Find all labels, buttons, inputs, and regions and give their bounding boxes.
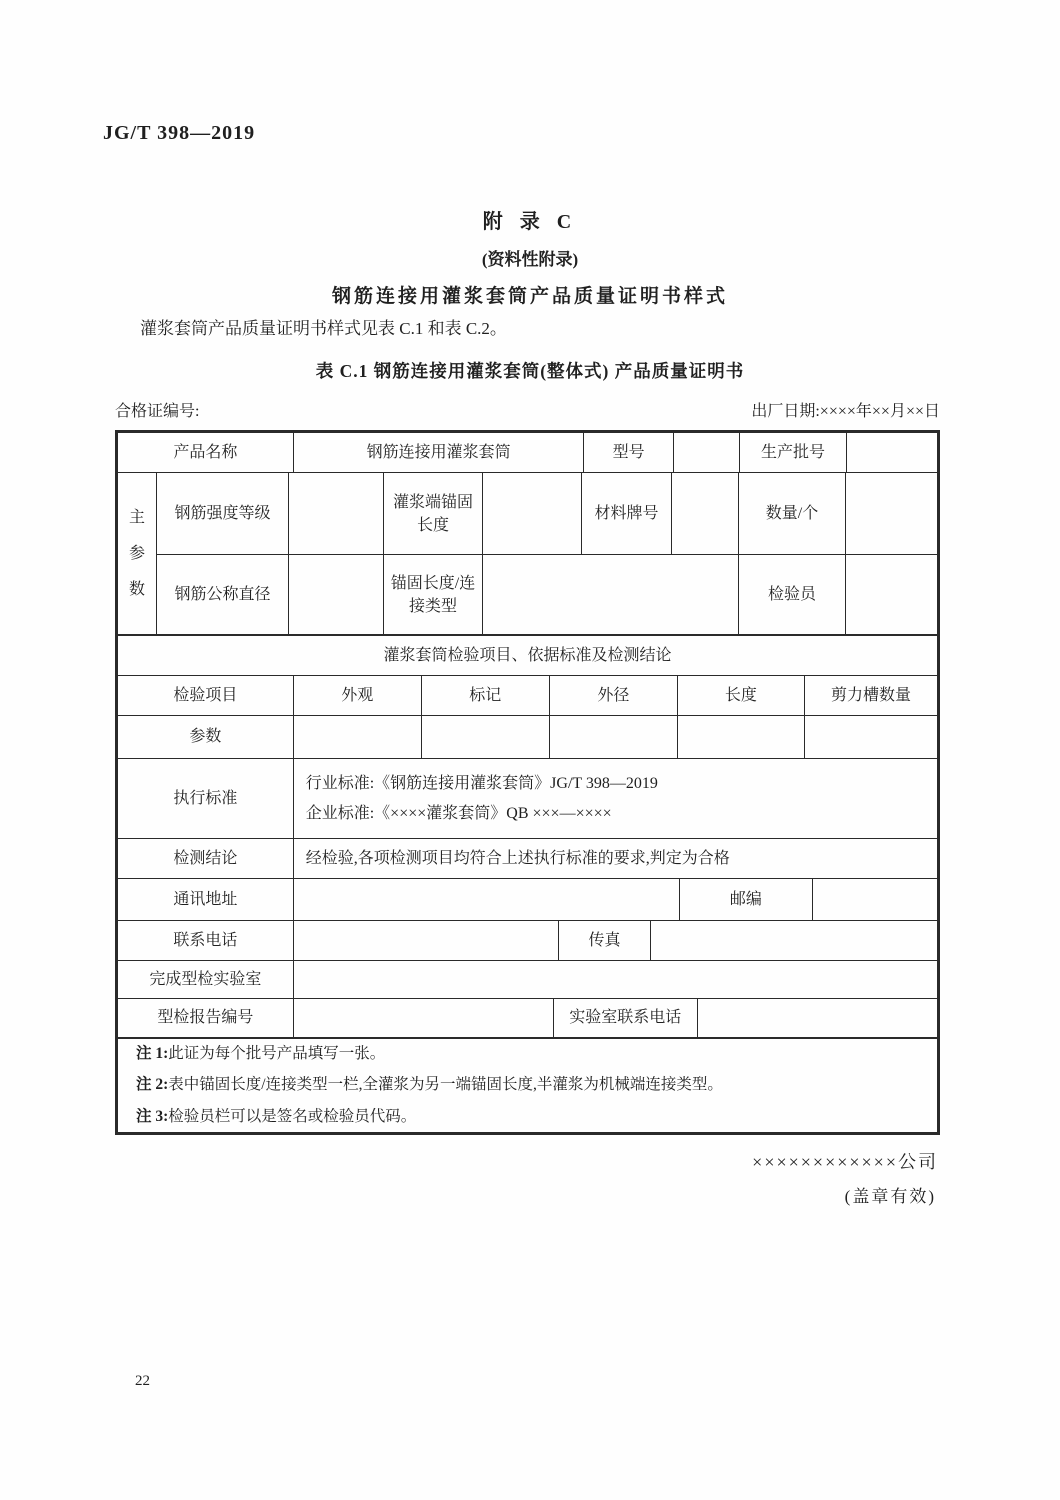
rebar-strength-value-cell [289,473,384,554]
intro-paragraph: 灌浆套筒产品质量证明书样式见表 C.1 和表 C.2。 [140,319,507,338]
lab-phone-value-cell [698,999,937,1037]
notes-cell [118,1039,937,1132]
cert-no-label: 合格证编号: [115,403,200,420]
table-row [118,839,937,879]
company-name: ××××××××××××公司 [752,1152,938,1172]
standard-code: JG/T 398—2019 [103,122,256,144]
table-row [118,1039,937,1132]
note-1-prefix: 注 1: [136,1044,169,1062]
table-row [118,636,937,676]
inspector-label: 检验员 [739,555,846,634]
parameter-value-cell [294,716,422,758]
model-value-cell [674,433,741,472]
inspection-item-appearance: 外观 [294,676,422,715]
note-1 [136,1043,385,1065]
inspection-item-shear-grooves: 剪力槽数量 [830,686,911,704]
table-row [118,676,937,716]
material-grade-value-cell [672,473,739,554]
conclusion-value: 经检验,各项检测项目均符合上述执行标准的要求,判定为合格 [305,849,730,867]
type-test-lab-label: 完成型检实验室 [118,961,294,998]
standards-content [294,759,937,838]
table-row [118,961,937,999]
inspection-item-marking: 标记 [422,676,550,715]
table-row [157,473,937,555]
table-row [118,716,937,759]
table-row [118,999,937,1039]
note-2 [136,1074,723,1096]
parameter-value-cell [422,716,550,758]
cert-meta-line [115,398,940,421]
batch-label: 生产批号 [740,433,846,472]
inspection-items-label: 检验项目 [118,676,294,715]
page-number: 22 [135,1373,150,1389]
appendix-title-block [0,205,1060,308]
seal-validity-note: (盖章有效) [844,1187,936,1206]
zip-code-value-cell [813,879,937,920]
material-grade-label: 材料牌号 [582,473,672,554]
table-row [157,555,937,634]
appendix-subtitle: (资料性附录) [481,250,579,269]
inspection-item-outer-diameter: 外径 [550,676,678,715]
appendix-title: 附 录 C [482,211,578,233]
parameter-value-cell [678,716,805,758]
inspector-value-cell [846,555,937,634]
grout-anchor-length-value-cell [483,473,582,554]
anchor-connection-type-label: 锚固长度/连接类型 [384,555,483,634]
table-caption: 表 C.1 钢筋连接用灌浆套筒(整体式) 产品质量证明书 [315,361,745,381]
enterprise-standard-line: 企业标准:《××××灌浆套筒》QB ×××—×××× [305,804,612,822]
batch-value-cell [847,433,937,472]
table-row [118,879,937,921]
note-2-prefix: 注 2: [136,1076,169,1094]
parameter-value-cell [805,716,937,758]
note-3-prefix: 注 3: [136,1107,169,1125]
table-row [118,433,937,473]
conclusion-label: 检测结论 [118,839,294,878]
appendix-heading: 钢筋连接用灌浆套筒产品质量证明书样式 [331,286,728,307]
note-1-text: 此证为每个批号产品填写一张。 [168,1044,386,1062]
product-name-value: 钢筋连接用灌浆套筒 [294,433,585,472]
rebar-strength-label: 钢筋强度等级 [157,473,289,554]
fax-label: 传真 [559,921,651,960]
inspection-section-header: 灌浆套筒检验项目、依据标准及检测结论 [383,646,672,664]
table-row [118,921,937,961]
fax-value-cell [651,921,937,960]
phone-label: 联系电话 [118,921,294,960]
report-number-value-cell [294,999,554,1037]
main-params-group [118,473,937,636]
note-3 [136,1106,416,1128]
address-label: 通讯地址 [118,879,294,920]
note-2-text: 表中锚固长度/连接类型一栏,全灌浆为另一端锚固长度,半灌浆为机械端连接类型。 [168,1076,723,1094]
rebar-diameter-value-cell [289,555,384,634]
standards-label: 执行标准 [118,759,294,838]
rebar-diameter-label: 钢筋公称直径 [157,555,289,634]
anchor-connection-type-value-cell [483,555,739,634]
quality-certificate-table [115,430,940,1135]
inspection-item-length: 长度 [678,676,805,715]
industry-standard-line: 行业标准:《钢筋连接用灌浆套筒》JG/T 398—2019 [305,775,658,793]
main-params-vertical-label: 主参数 [118,473,157,634]
parameter-row-label: 参数 [118,716,294,758]
parameter-value-cell [550,716,678,758]
phone-value-cell [294,921,559,960]
model-label: 型号 [584,433,673,472]
quantity-value-cell [846,473,937,554]
table-row [118,759,937,839]
product-name-label: 产品名称 [118,433,294,472]
note-3-text: 检验员栏可以是签名或检验员代码。 [168,1107,417,1125]
grout-anchor-length-label: 灌浆端锚固长度 [384,473,483,554]
report-number-label: 型检报告编号 [118,999,294,1037]
type-test-lab-value-cell [294,961,937,998]
zip-code-label: 邮编 [680,879,813,920]
address-value-cell [294,879,680,920]
signature-block [752,1148,938,1207]
lab-phone-label: 实验室联系电话 [554,999,698,1037]
quantity-label: 数量/个 [739,473,846,554]
factory-date-label: 出厂日期:××××年××月××日 [751,403,940,420]
